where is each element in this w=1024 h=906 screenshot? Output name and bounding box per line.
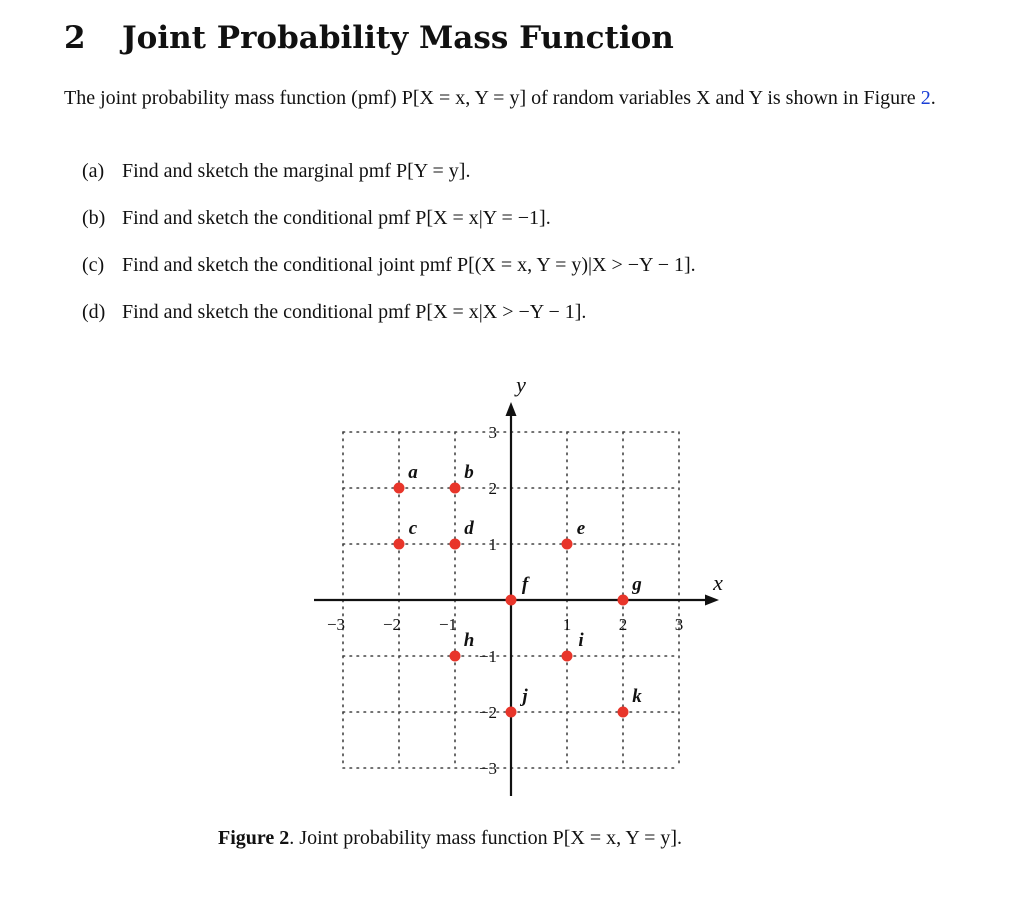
x-axis-arrowhead xyxy=(705,595,719,606)
y-axis-label: y xyxy=(516,372,526,397)
question-label: (d) xyxy=(82,301,106,323)
section-number: 2 xyxy=(64,20,86,56)
point-label-h: h xyxy=(463,630,475,651)
y-tick-label: −2 xyxy=(478,703,497,722)
point-label-d: d xyxy=(464,518,474,539)
question-text: Find and sketch the conditional pmf P[X = x|Y = −1]. xyxy=(122,207,551,229)
x-tick-label: 3 xyxy=(674,615,684,634)
question-text: Find and sketch the conditional joint pmf P[(X = x, Y = y)|X > −Y − 1]. xyxy=(122,254,696,276)
pmf-point-a xyxy=(394,483,405,494)
x-tick-label: 1 xyxy=(562,615,572,634)
pmf-point-d xyxy=(450,539,461,550)
x-tick-label: −3 xyxy=(326,615,346,634)
point-label-g: g xyxy=(632,574,642,595)
pmf-point-j xyxy=(506,707,517,718)
y-tick-label: 1 xyxy=(488,535,497,554)
question-label: (c) xyxy=(82,254,105,276)
pmf-point-b xyxy=(450,483,461,494)
point-label-k: k xyxy=(632,686,642,707)
pmf-point-i xyxy=(562,651,573,662)
pmf-point-e xyxy=(562,539,573,550)
y-tick-label: 3 xyxy=(488,423,497,442)
pmf-point-g xyxy=(618,595,629,606)
pmf-point-k xyxy=(618,707,629,718)
point-label-b: b xyxy=(464,462,474,483)
intro-end: . xyxy=(930,87,936,109)
question-label: (a) xyxy=(82,160,105,182)
pmf-point-f xyxy=(506,595,517,606)
point-label-i: i xyxy=(578,630,584,651)
x-tick-label: −2 xyxy=(382,615,402,634)
section-title: Joint Probability Mass Function xyxy=(122,20,674,56)
x-tick-label: −1 xyxy=(438,615,458,634)
figure-caption xyxy=(218,827,682,850)
figure-reference-link[interactable]: 2 xyxy=(920,87,931,109)
pmf-point-c xyxy=(394,539,405,550)
intro-text: The joint probability mass function (pmf) P[X = x, Y = y] of random variables X and Y is shown in Figure xyxy=(64,87,921,109)
x-axis-label: x xyxy=(713,570,723,595)
x-tick-label: 2 xyxy=(618,615,628,634)
question-text: Find and sketch the conditional pmf P[X = x|X > −Y − 1]. xyxy=(122,301,587,323)
y-tick-label: −3 xyxy=(478,759,497,778)
point-label-e: e xyxy=(576,518,586,539)
y-tick-label: −1 xyxy=(478,647,497,666)
pmf-points xyxy=(394,462,643,718)
point-label-a: a xyxy=(408,462,418,483)
pmf-point-h xyxy=(450,651,461,662)
point-label-f: f xyxy=(521,574,529,595)
axes xyxy=(314,402,719,796)
caption-label: Figure 2 xyxy=(218,827,290,849)
point-label-c: c xyxy=(408,518,418,539)
question-text: Find and sketch the marginal pmf P[Y = y]. xyxy=(122,160,471,182)
question-label: (b) xyxy=(82,207,106,229)
point-label-j: j xyxy=(522,686,528,707)
caption-text: . Joint probability mass function P[X = x, Y = y]. xyxy=(289,827,683,849)
y-tick-label: 2 xyxy=(488,479,497,498)
y-axis-arrowhead xyxy=(506,402,517,416)
